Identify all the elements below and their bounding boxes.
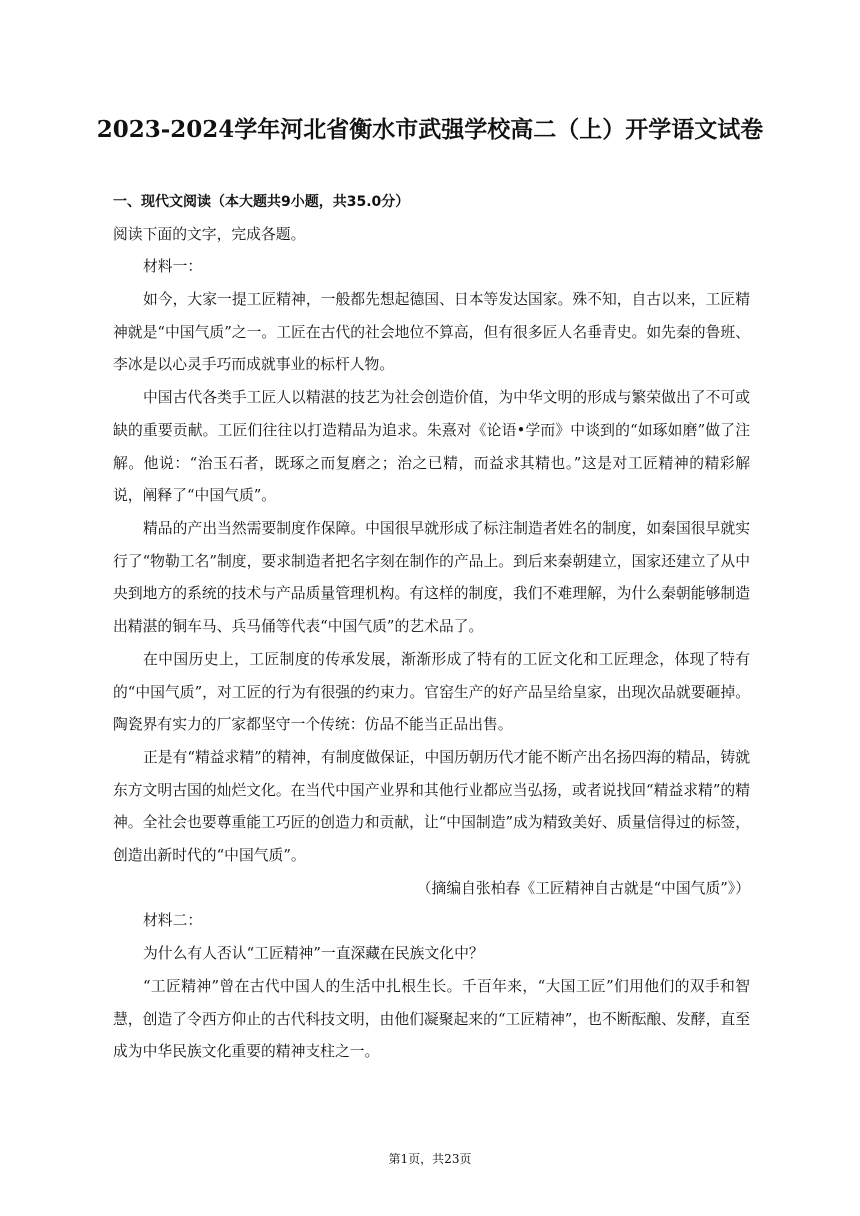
- material1-paragraph: 正是有“精益求精”的精神，有制度做保证，中国历朝历代才能不断产出名扬四海的精品，铸就东方文明古国的灿烂文化。在当代中国产业界和其他行业都应当弘扬，或者说找回“精益求精”的精神。全社会也要尊重能工巧匠的创造力和贡献，让“中国制造”成为精致美好、质量信得过的标签，创造出新时代的“中国气质”。: [113, 748, 751, 865]
- material1-paragraph: 如今，大家一提工匠精神，一般都先想起德国、日本等发达国家。殊不知，自古以来，工匠精神就是“中国气质”之一。工匠在古代的社会地位不算高，但有很多匠人名垂青史。如先秦的鲁班、李冰是以心灵手巧而成就事业的标杆人物。: [113, 291, 750, 374]
- section-heading: 一、现代文阅读（本大题共9小题，共35.0分）: [113, 194, 410, 210]
- material1-paragraph: 在中国历史上，工匠制度的传承发展，渐渐形成了特有的工匠文化和工匠理念，体现了特有的“中国气质”，对工匠的行为有很强的约束力。官窑生产的好产品呈给皇家，出现次品就要砸掉。陶瓷界有实力的厂家都坚守一个传统：仿品不能当正品出售。: [113, 650, 750, 734]
- document-body: [113, 186, 750, 1069]
- material1-paragraph: 中国古代各类手工匠人以精湛的技艺为社会创造价值，为中华文明的形成与繁荣做出了不可或缺的重要贡献。工匠们往往以打造精品为追求。朱熹对《论语•学而》中谈到的“如琢如磨”做了注解。他说：“治玉石者，既琢之而复磨之；治之已精，而益求其精也。”这是对工匠精神的精彩解说，阐释了“中国气质”。: [113, 389, 750, 505]
- material2-label: 材料二：: [143, 912, 203, 930]
- document-title: 2023-2024学年河北省衡水市武强学校高二（上）开学语文试卷: [96, 116, 764, 143]
- instruction-text: 阅读下面的文字，完成各题。: [113, 225, 306, 243]
- material1-paragraph: 精品的产出当然需要制度作保障。中国很早就形成了标注制造者姓名的制度，如秦国很早就实行了“物勒工名”制度，要求制造者把名字刻在制作的产品上。到后来秦朝建立，国家还建立了从中央到地方的系统的技术与产品质量管理机构。有这样的制度，我们不难理解，为什么秦朝能够制造出精湛的铜车马、兵马俑等代表“中国气质”的艺术品了。: [113, 519, 750, 636]
- material2-paragraph: 为什么有人否认“工匠精神”一直深藏在民族文化中？: [143, 945, 484, 963]
- material2-paragraph: “工匠精神”曾在古代中国人的生活中扎根生长。千百年来，“大国工匠”们用他们的双手和智慧，创造了令西方仰止的古代科技文明，由他们凝聚起来的“工匠精神”，也不断酝酿、发酵，直至成为中华民族文化重要的精神支柱之一。: [113, 977, 750, 1061]
- material1-source: （摘编自张柏春《工匠精神自古就是“中国气质”》）: [416, 879, 750, 897]
- material1-label: 材料一：: [143, 258, 203, 276]
- page-footer: 第1页，共23页: [388, 1152, 472, 1166]
